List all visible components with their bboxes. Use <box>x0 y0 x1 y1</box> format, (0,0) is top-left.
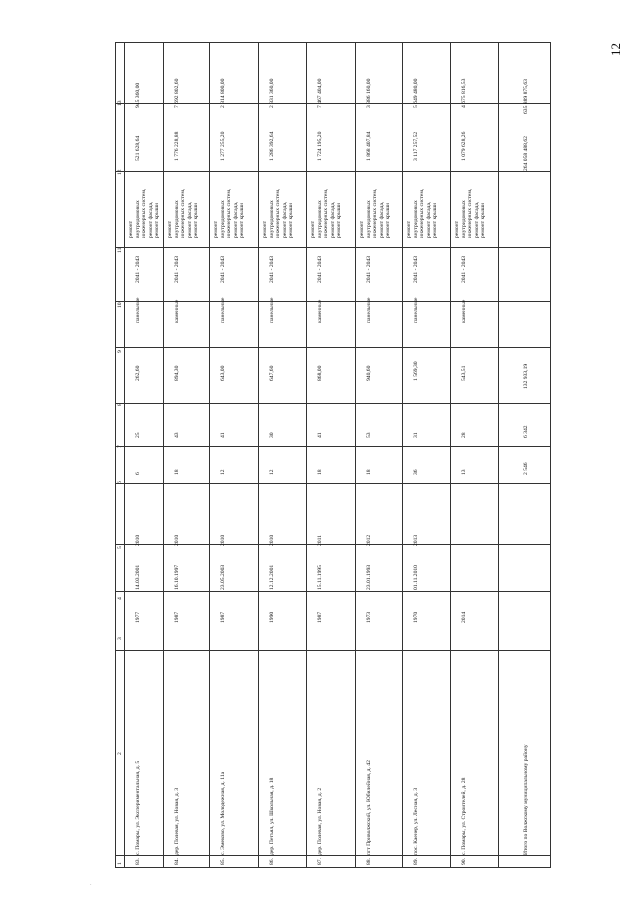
row-residents: 53 <box>366 432 372 438</box>
row-wall-material: панельные <box>220 297 226 323</box>
row-apartments: 18 <box>317 469 323 475</box>
row-year-built: 1973 <box>366 611 372 623</box>
row-residents: 41 <box>317 432 323 438</box>
row-address: с. Эмеково, ул. Молодежная, д. 11а <box>220 771 226 855</box>
repair-line: внутридомовых <box>412 200 419 238</box>
repair-line: ремонт крыши <box>385 202 391 238</box>
row-area: 868,00 <box>317 365 323 381</box>
row-year: 2010 <box>135 534 141 546</box>
row-address: дер. Полевая, ул. Новая, д. 2 <box>317 787 323 855</box>
repair-line: ремонт крыши <box>432 202 438 238</box>
total-label: Итого по Волжскому муниципальному району <box>523 744 529 855</box>
repair-line: инженерных систем, <box>180 188 186 238</box>
row-area: 1 569,30 <box>413 361 419 381</box>
repair-line: ремонт <box>310 220 316 238</box>
row-address: пгт Приволжский, ул. Юбилейная, д. 42 <box>366 760 372 855</box>
row-year: 2010 <box>220 534 226 546</box>
table-row <box>307 43 356 867</box>
repair-line: внутридомовых <box>268 200 275 238</box>
total-residents: 6 342 <box>523 425 529 438</box>
row-apartments: 36 <box>413 469 419 475</box>
repair-line: ремонт фасада, <box>186 201 193 238</box>
total-area: 132 933,19 <box>523 363 529 389</box>
header-cell-4: 4 <box>117 597 123 600</box>
repair-line: инженерных систем, <box>141 188 147 238</box>
repair-line: ремонт <box>213 220 219 238</box>
repair-line: внутридомовых <box>173 200 180 238</box>
row-date: 16.10.1997 <box>174 564 180 590</box>
row-year: 2010 <box>269 534 275 546</box>
repair-line: ремонт крыши <box>288 202 294 238</box>
row-residents: 41 <box>220 432 226 438</box>
row-wall-material: панельные <box>413 297 419 323</box>
repair-line: внутридомовых <box>365 200 372 238</box>
header-cell-6: 6 <box>117 481 123 484</box>
repair-line: ремонт крыши <box>480 202 486 238</box>
row-address: с. Помары, ул. Строителей, д. 28 <box>461 777 467 855</box>
row-wall-material: панельные <box>269 297 275 323</box>
total-cost: 264 058 488,62 <box>523 136 529 171</box>
total-limit: 635 889 875,63 <box>523 79 529 114</box>
repair-line: ремонт <box>406 220 412 238</box>
header-cell-10: 10 <box>117 302 123 308</box>
header-cell-5: 5 <box>117 546 123 549</box>
row-cost: 1 286 392,64 <box>269 131 275 161</box>
row-number: 84. <box>174 858 180 865</box>
row-limit: 2 331 360,00 <box>269 78 275 108</box>
page-number: 12 <box>608 43 623 56</box>
row-area: 543,51 <box>461 365 467 381</box>
repair-line: инженерных систем, <box>419 188 425 238</box>
row-number: 85. <box>220 858 226 865</box>
row-address: дер. Полевая, ул. Новая, д. 3 <box>174 787 180 855</box>
total-apartments: 2 546 <box>523 462 529 475</box>
header-row <box>116 43 125 867</box>
row-cost: 1 079 628,26 <box>461 131 467 161</box>
repair-line: инженерных систем, <box>372 188 378 238</box>
table-row <box>210 43 259 867</box>
row-limit: 4 675 816,53 <box>461 78 467 108</box>
row-area: 643,00 <box>220 365 226 381</box>
page-footer-mark: · <box>90 883 92 888</box>
row-wall-material: каменные <box>174 299 180 323</box>
repair-line: инженерных систем, <box>323 188 329 238</box>
row-address: пос. Каенер, ул. Лесная, д. 3 <box>413 787 419 855</box>
row-year-built: 1977 <box>135 611 141 623</box>
row-date: 14.03.2001 <box>135 564 141 590</box>
row-wall-material: каменные <box>461 299 467 323</box>
row-period: 2041 - 2043 <box>220 255 226 283</box>
row-limit: 945 360,00 <box>135 82 141 108</box>
repair-line: ремонт <box>359 220 365 238</box>
repair-line: ремонт фасада, <box>378 201 385 238</box>
header-cell-3: 3 <box>117 637 123 640</box>
row-number: 83. <box>135 858 141 865</box>
row-year-built: 1970 <box>413 611 419 623</box>
header-cell-13: 13 <box>117 100 123 106</box>
row-limit: 2 314 800,00 <box>220 78 226 108</box>
row-period: 2041 - 2043 <box>413 255 419 283</box>
row-period: 2041 - 2043 <box>135 255 141 283</box>
repair-line: ремонт <box>262 220 268 238</box>
repair-line: ремонт фасада, <box>473 201 480 238</box>
repair-line: внутридомовых <box>316 200 323 238</box>
row-period: 2041 - 2043 <box>461 255 467 283</box>
row-residents: 43 <box>174 432 180 438</box>
row-address: дер. Петъял, ул. Школьная, д. 18 <box>269 777 275 855</box>
row-area: 894,30 <box>174 365 180 381</box>
row-number: 89. <box>413 858 419 865</box>
row-date: 23.01.1993 <box>366 564 372 590</box>
repair-line: ремонт <box>128 220 134 238</box>
row-number: 90. <box>461 858 467 865</box>
repair-line: внутридомовых <box>460 200 467 238</box>
repair-line: ремонт фасада, <box>281 201 288 238</box>
row-year: 2013 <box>413 534 419 546</box>
table-row <box>164 43 210 867</box>
repair-line: ремонт крыши <box>336 202 342 238</box>
row-cost: 1 776 228,88 <box>174 131 180 161</box>
repair-line: ремонт фасада, <box>329 201 336 238</box>
repair-line: ремонт крыши <box>193 202 199 238</box>
row-address: с. Помары, ул. Экспериментальная, д. 5 <box>135 760 141 855</box>
row-apartments: 12 <box>220 469 226 475</box>
row-limit: 7 692 802,60 <box>174 78 180 108</box>
row-date: 23.05.2003 <box>220 564 226 590</box>
row-limit: 3 386 160,00 <box>366 78 372 108</box>
row-area: 940,60 <box>366 365 372 381</box>
row-period: 2041 - 2043 <box>317 255 323 283</box>
row-wall-material: панельные <box>366 297 372 323</box>
row-year: 2012 <box>366 534 372 546</box>
row-residents: 30 <box>269 432 275 438</box>
repair-line: инженерных систем, <box>467 188 473 238</box>
total-row <box>499 43 552 867</box>
row-wall-material: каменные <box>317 299 323 323</box>
row-cost: 1 868 407,84 <box>366 131 372 161</box>
row-apartments: 18 <box>174 469 180 475</box>
row-cost: 521 628,64 <box>135 135 141 161</box>
header-cell-8: 8 <box>117 403 123 406</box>
repair-line: инженерных систем, <box>275 188 281 238</box>
row-residents: 25 <box>135 432 141 438</box>
repair-line: внутридомовых <box>219 200 226 238</box>
row-limit: 7 467 404,00 <box>317 78 323 108</box>
row-year: 2011 <box>317 535 323 546</box>
repair-line: ремонт фасада, <box>232 201 239 238</box>
row-residents: 31 <box>413 432 419 438</box>
row-year: 2010 <box>174 534 180 546</box>
repair-line: ремонт крыши <box>239 202 245 238</box>
table-row <box>451 43 499 867</box>
table-row <box>403 43 451 867</box>
header-cell-7: 7 <box>117 445 123 448</box>
row-number: 86. <box>269 858 275 865</box>
row-year-built: 1990 <box>269 611 275 623</box>
row-period: 2041 - 2043 <box>366 255 372 283</box>
row-year-built: 1987 <box>317 611 323 623</box>
row-year-built: 1987 <box>174 611 180 623</box>
row-date: 01.11.2010 <box>413 565 419 590</box>
repair-line: ремонт крыши <box>154 202 160 238</box>
header-cell-2: 2 <box>117 752 123 755</box>
header-cell-1: 1 <box>117 862 123 865</box>
row-area: 647,60 <box>269 365 275 381</box>
row-area: 262,60 <box>135 365 141 381</box>
row-number: 87. <box>317 858 323 865</box>
row-period: 2041 - 2043 <box>269 255 275 283</box>
table-row <box>259 43 307 867</box>
row-cost: 3 117 257,52 <box>413 131 419 161</box>
row-year-built: 2014 <box>461 611 467 623</box>
row-number: 88. <box>366 858 372 865</box>
repair-line: ремонт фасада, <box>425 201 432 238</box>
repair-line: ремонт <box>167 220 173 238</box>
header-cell-11: 11 <box>117 247 123 253</box>
row-residents: 28 <box>461 432 467 438</box>
header-cell-9: 9 <box>117 350 123 353</box>
row-cost: 1 724 195,20 <box>317 131 323 161</box>
table-row <box>125 43 164 867</box>
repair-line: ремонт <box>454 220 460 238</box>
row-date: 12.12.2001 <box>269 564 275 590</box>
header-cell-12: 12 <box>117 169 123 175</box>
row-cost: 1 277 255,20 <box>220 131 226 161</box>
row-limit: 5 649 480,00 <box>413 78 419 108</box>
row-date: 15.11.1995 <box>317 565 323 590</box>
row-apartments: 6 <box>135 472 141 475</box>
repair-line: внутридомовых <box>134 200 141 238</box>
row-apartments: 18 <box>366 469 372 475</box>
row-wall-material: панельные <box>135 297 141 323</box>
table-row <box>356 43 403 867</box>
data-table <box>115 42 551 868</box>
row-period: 2041 - 2043 <box>174 255 180 283</box>
row-year-built: 1987 <box>220 611 226 623</box>
row-apartments: 13 <box>461 469 467 475</box>
row-apartments: 12 <box>269 469 275 475</box>
repair-line: инженерных систем, <box>226 188 232 238</box>
repair-line: ремонт фасада, <box>147 201 154 238</box>
